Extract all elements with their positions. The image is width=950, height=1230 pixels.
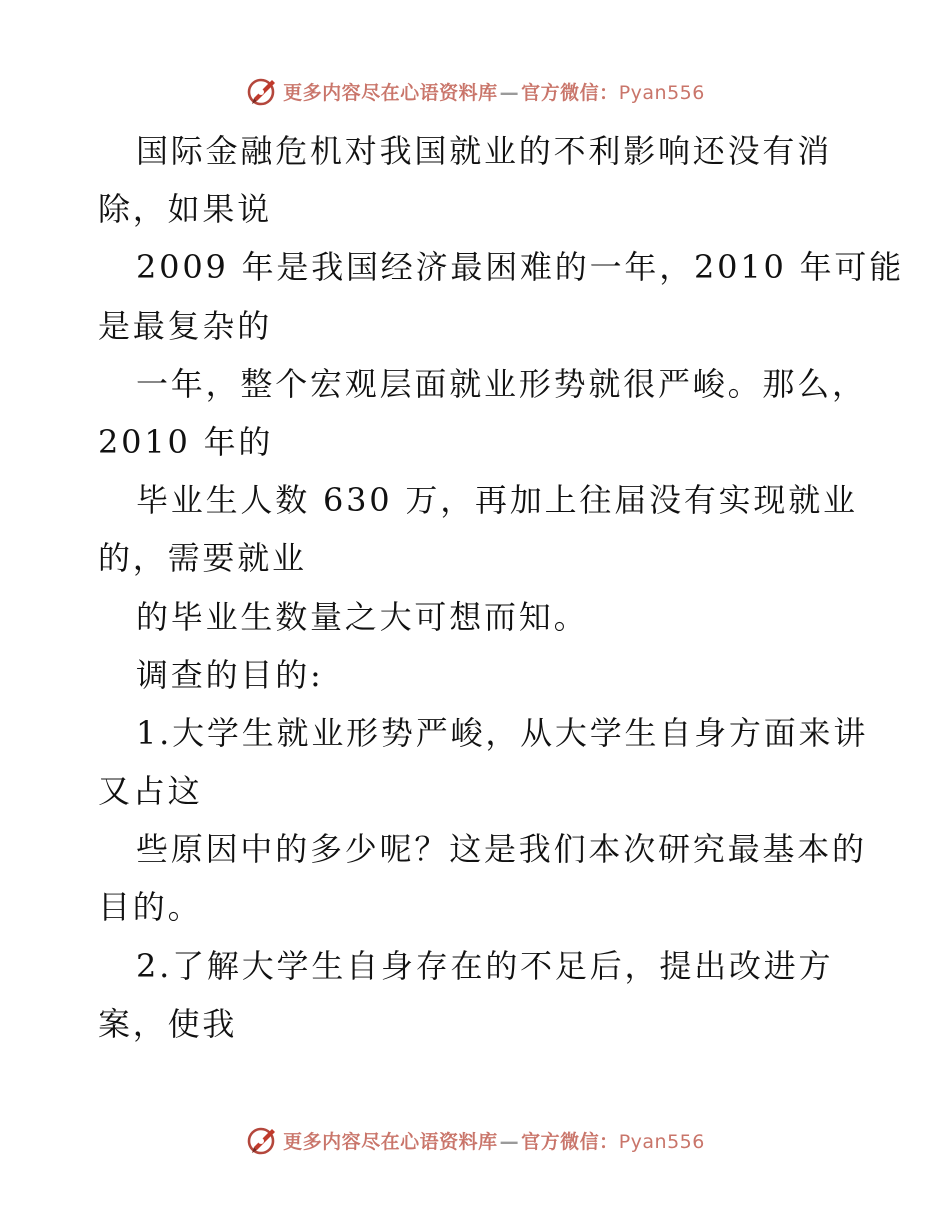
text-line: 又占这 — [98, 772, 203, 811]
text-line: 1.大学生就业形势严峻，从大学生自身方面来讲 — [136, 713, 869, 752]
text-line: 案，使我 — [98, 1004, 238, 1043]
footer-watermark — [0, 1120, 950, 1160]
text-line: 的毕业生数量之大可想而知。 — [136, 597, 589, 636]
pen-logo-icon — [245, 1123, 279, 1157]
text-line: 一年，整个宏观层面就业形势就很严峻。那么， — [136, 364, 867, 403]
text-line: 毕业生人数 630 万，再加上往届没有实现就业 — [136, 481, 858, 520]
watermark-text: 更多内容尽在心语资料库 — 官方微信：Pyan556 — [283, 81, 705, 104]
text-line: 的，需要就业 — [98, 539, 307, 578]
document-body — [98, 122, 905, 1053]
text-line: 是最复杂的 — [98, 306, 273, 345]
text-line: 些原因中的多少呢？这是我们本次研究最基本的 — [136, 830, 867, 869]
pen-logo-icon — [245, 74, 279, 108]
watermark-text: 更多内容尽在心语资料库 — 官方微信：Pyan556 — [283, 1130, 705, 1153]
header-watermark — [0, 71, 950, 111]
text-line: 2.了解大学生自身存在的不足后，提出改进方 — [136, 946, 834, 985]
text-line: 目的。 — [98, 888, 203, 927]
text-line: 2010 年的 — [98, 422, 274, 461]
text-line: 除，如果说 — [98, 190, 273, 229]
text-line: 调查的目的: — [136, 655, 324, 694]
text-line: 国际金融危机对我国就业的不利影响还没有消 — [136, 132, 833, 170]
text-line: 2009 年是我国经济最困难的一年，2010 年可能 — [136, 248, 905, 287]
